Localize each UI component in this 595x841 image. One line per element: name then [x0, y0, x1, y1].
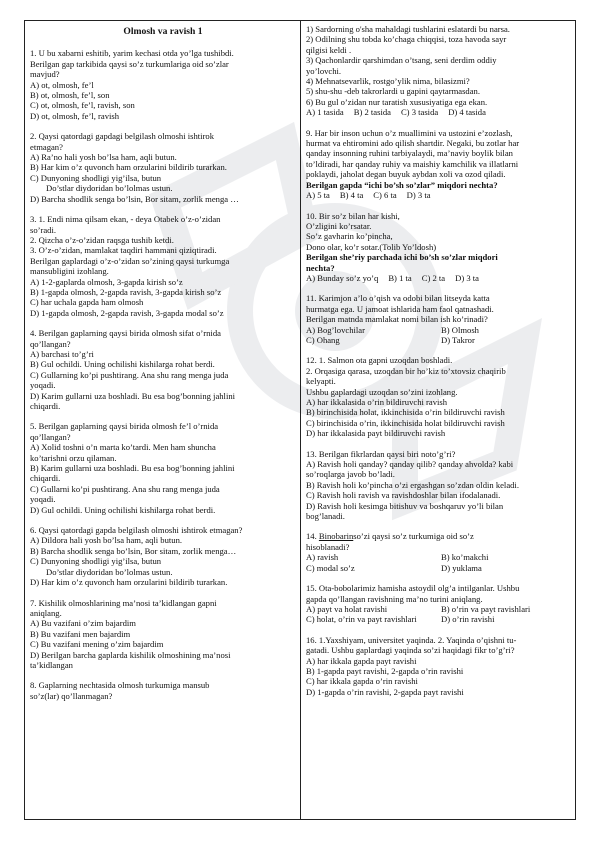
answer-option: D) Karim gullarni uza boshladi. Bu esa bog’bonning jahlini [30, 390, 236, 401]
question-stem-line: 5. Berilgan gaplarning qaysi birida olmosh fe’l o’rnida [30, 421, 219, 432]
question-stem-line: 5) shu-shu -deb takrorlardi u gapini qaytarmasdan. [306, 86, 480, 97]
answer-option: A) ravish [306, 552, 339, 563]
question-stem-line: 16. 1.Yaxshiyam, universitet yaqinda. 2. Yaqinda o’qishni tu- [306, 634, 517, 645]
answer-option: Do’stlar diydoridan bo’lolmas ustun. [46, 566, 173, 577]
left-question-6 [30, 525, 296, 587]
question-stem-line: to’ldiradi, har qanday ruhiy va maishiy kamchilik va illatlarni [306, 158, 519, 169]
right-question-2 [306, 128, 572, 201]
question-prompt-bold: Berilgan she’riy parchada ichi bo’sh so’zlar miqdori [306, 252, 498, 263]
question-stem-line: Dono olar, ko’r sotar.(Tolib Yo’ldosh) [306, 241, 437, 252]
question-stem-line: gapda qo’llangan ravishning ma’no turini aniqlang. [306, 593, 483, 604]
answer-option: D) Ravish holi kesimga bitishuv va boshqaruv yo’li bilan [306, 500, 504, 511]
answer-option: C) 3 tasida [400, 107, 439, 118]
answer-option: D) 1-gapda o’rin ravishi, 2-gapda payt ravishi [306, 686, 464, 697]
answer-option: D) Gul ochildi. Uning ochilishi kishilarga rohat berdi. [30, 504, 216, 515]
question-stem-line: 2. Qaysi qatordagi gapdagi belgilash olmoshi ishtirok [30, 131, 215, 142]
right-question-1 [306, 24, 572, 118]
question-stem-line: gatadi. Ushbu gaplardagi yaqinda so’zi haqidagi fikr to’g’ri? [306, 645, 515, 656]
answer-option: ta’kidlangan [30, 659, 73, 670]
answer-option: B) o’rin va payt ravishlari [441, 603, 531, 614]
answer-option: chiqardi. [30, 473, 61, 484]
question-stem-line: qanday insonning ruhini tarbiyalaydi, ma’naviy boylik bilan [306, 148, 513, 159]
question-stem-line: 4) Mehnatsevarlik, rostgo’ylik nima, bilasizmi? [306, 76, 470, 87]
question-stem-line: O’zligini ko’rsatar. [306, 220, 372, 231]
right-question-5 [306, 355, 572, 438]
answer-option: B) Har kim o’z quvonch ham orzularini bildirib turarkan. [30, 162, 227, 173]
question-stem-line: 15. Ota-bobolarimiz hamisha astoydil olg’a intilganlar. Ushbu [306, 583, 520, 594]
answer-options-grid [306, 552, 572, 573]
column-divider [300, 21, 301, 819]
answer-option: D) 4 tasida [448, 107, 486, 118]
question-prompt-bold: nechta? [306, 262, 335, 273]
question-stem-line: qo’llangan? [30, 338, 71, 349]
answer-option: chiqardi. [30, 401, 61, 411]
answer-options-row [306, 273, 572, 283]
answer-option: D) 3 ta [455, 272, 479, 283]
answer-option: C) modal so’z [306, 562, 355, 573]
answer-option: A) Dildora hali yosh bo’lsa ham, aqli butun. [30, 535, 183, 546]
answer-option: yoqadi. [30, 494, 56, 505]
question-stem-line: 4. Berilgan gaplarning qaysi birida olmosh sifat o’rnida [30, 328, 221, 339]
answer-option: bog’lanadi. [306, 511, 345, 522]
question-stem-line: 3) Qachonlardir qarshimdan o’tsang, seni derdim oddiy [306, 55, 497, 66]
worksheet-page [24, 20, 576, 820]
question-stem-line: qo’llangan? [30, 431, 71, 442]
answer-option: A) barchasi to’g’ri [30, 348, 94, 359]
answer-options-row [306, 107, 572, 117]
question-stem-line: hisoblanadi? [306, 541, 350, 552]
answer-option: B) 4 ta [339, 190, 364, 201]
question-stem-line: hurmat va ehtiromini ado qilish shartdir. Negaki, bu zotlar har [306, 138, 520, 149]
left-question-3 [30, 214, 296, 318]
question-stem-line: 7. Kishilik olmoshlarining ma’nosi ta’kidlangan gapni [30, 597, 217, 608]
answer-option: C) ot, olmosh, fe’l, ravish, son [30, 100, 135, 111]
answer-option: D) Har kim o’z quvonch ham orzularini bildirib turarkan. [30, 577, 228, 588]
answer-option: D) Barcha shodlik senga bo’lsin, Bor sitam, zorlik menga … [30, 193, 239, 204]
answer-option: C) Dunyoning shodligi yig’ilsa, butun [30, 172, 162, 183]
question-stem-line: Berilgan gap tarkibida qaysi so’z turkumlariga oid so’zlar [30, 58, 229, 69]
question-stem-line: 2. Qizcha o’z-o’zidan raqsga tushib ketdi. [30, 234, 174, 245]
answer-option: A) har ikkalasida o’rin bildiruvchi ravish [306, 397, 448, 407]
question-stem-line: etmagan? [30, 141, 63, 152]
answer-option: C) Gullarning ko’pi pushtirang. Ana shu rang menga juda [30, 369, 229, 380]
left-question-5 [30, 421, 296, 515]
question-stem-line: 14. Binobarinso’zi qaysi so’z turkumiga oid so’z [306, 531, 474, 542]
answer-option: B) ot, olmosh, fe’l, son [30, 90, 110, 101]
answer-option: D) 1-gapda olmosh, 2-gapda ravish, 3-gapda modal so’z [30, 307, 224, 318]
question-stem-line: poklaydi, jaholat degan buyuk aybdan xoli va ozod qiladi. [306, 169, 506, 180]
answer-option: D) yuklama [441, 562, 482, 573]
answer-option: so’roqlarga javob bo’ladi. [306, 469, 395, 480]
answer-option: D) ot, olmosh, fe’l, ravish [30, 110, 120, 121]
answer-option: C) Dunyoning shodligi yig’ilsa, butun [30, 556, 162, 567]
answer-option: B) Olmosh [441, 324, 479, 335]
question-stem-line: 13. Berilgan fikrlardan qaysi biri noto’g’ri? [306, 448, 456, 459]
answer-option: C) Bu vazifani mening o’zim bajardim [30, 639, 164, 650]
answer-option: B) Bu vazifani men bajardim [30, 628, 131, 639]
answer-option: C) Gullarni ko’pi pushtirang. Ana shu rang menga juda [30, 483, 220, 494]
answer-option: D) Takror [441, 334, 475, 345]
answer-option: A) Ravish holi qanday? qanday qilib? qanday ahvolda? kabi [306, 459, 514, 470]
question-stem-line: 12. 1. Salmon ota gapni uzoqdan boshladi. [306, 355, 453, 366]
question-stem-line: 11. Karimjon a’lo o’qish va odobi bilan litseyda katta [306, 293, 490, 304]
answer-option: B) Ravish holi ko’pincha o’zi ergashgan so’zdan oldin keladi. [306, 479, 519, 490]
answer-option: A) 5 ta [306, 190, 330, 201]
question-stem-line: So’z gavharin ko’pincha, [306, 231, 393, 242]
answer-option: A) Bu vazifani o’zim bajardim [30, 618, 136, 629]
question-stem-line: 9. Har bir inson uchun o’z muallimini va ustozini e’zozlash, [306, 127, 513, 138]
answer-option: C) 2 ta [421, 272, 446, 283]
question-stem-line: 6. Qaysi qatordagi gapda belgilash olmoshi ishtirok etmagan? [30, 525, 243, 536]
answer-option: C) har ikkala gapda o’rin ravishi [306, 676, 418, 687]
answer-option: A) Bog’lovchilar [306, 324, 365, 335]
question-stem-line: 10. Bir so’z bilan har kishi, [306, 210, 400, 221]
answer-option: D) 3 ta [406, 190, 431, 201]
question-stem-line: qilgisi keldi . [306, 44, 352, 55]
right-question-9 [306, 635, 572, 697]
right-question-6 [306, 449, 572, 522]
question-stem-line: kelyapti. [306, 376, 336, 387]
page-title: Olmosh va ravish 1 [123, 26, 203, 37]
answer-option: C) Ohang [306, 334, 340, 345]
left-question-2 [30, 131, 296, 204]
answer-option: C) holat, o’rin va payt ravishlari [306, 614, 417, 625]
question-stem-line: Ushbu gaplardagi uzoqdan so’zini izohlang. [306, 386, 458, 397]
question-stem-line: Berilgan gaplardagi o’z-o’zidan so’zining qaysi turkumga [30, 255, 230, 266]
answer-option: A) Xolid toshni o’n marta ko’tardi. Men ham shuncha [30, 442, 216, 453]
answer-option: B) birinchisida holat, ikkinchisida o’rin bildiruvchi ravish [306, 407, 505, 418]
question-stem-line: 1. U bu xabarni eshitib, yarim kechasi otda yo’lga tushibdi. [30, 48, 234, 59]
answer-option: A) 1 tasida [306, 107, 344, 118]
right-question-4 [306, 293, 572, 345]
question-stem-line: 1) Sardorning o'sha mahaldagi tushlarini eslatardi bu narsa. [306, 24, 510, 34]
left-question-4 [30, 328, 296, 411]
answer-option: B) Barcha shodlik senga bo’lsin, Bor sitam, zorlik menga… [30, 545, 237, 556]
question-stem-line: hurmatga ega. U jamoat ishlarida ham faol qatnashadi. [306, 303, 494, 314]
answer-option: yoqadi. [30, 380, 56, 391]
question-stem-line: 3. 1. Endi nima qilsam ekan, - deya Otabek o’z-o’zidan [30, 214, 221, 225]
answer-option: A) Bunday so’z yo’q [306, 272, 379, 283]
left-column [30, 24, 296, 711]
question-stem-line: 3. O’z-o’zidan, mamlakat taqdiri hammani qiziqtiradi. [30, 245, 217, 256]
question-stem-line: mavjud? [30, 69, 60, 80]
answer-options-grid [306, 604, 572, 625]
answer-option: C) har uchala gapda ham olmosh [30, 297, 144, 308]
answer-option: B) 2 tasida [353, 107, 391, 118]
question-prompt-bold: Berilgan gapda “ichi bo’sh so’zlar” miqdori nechta? [306, 179, 498, 190]
answer-option: A) ot, olmosh, fe’l [30, 79, 94, 90]
answer-option: C) Ravish holi ravish va ravishdoshlar bilan ifodalanadi. [306, 490, 501, 501]
left-question-1 [30, 48, 296, 121]
question-stem-line: 2) Odilning shu tobda ko’chaga chiqqisi, toza havoda sayr [306, 34, 507, 45]
answer-option: A) payt va holat ravishi [306, 603, 388, 614]
question-stem-line: aniqlang. [30, 607, 62, 618]
answer-option: C) 6 ta [373, 190, 397, 201]
answer-option: Do’stlar diydoridan bo’lolmas ustun. [46, 183, 173, 194]
question-stem-line: mansubligini izohlang. [30, 266, 109, 277]
left-question-7 [30, 598, 296, 671]
right-question-8 [306, 583, 572, 625]
left-question-8 [30, 680, 296, 701]
answer-option: B) 1 ta [388, 272, 412, 283]
right-question-3 [306, 211, 572, 284]
right-column [306, 24, 572, 707]
answer-option: D) Berilgan barcha gaplarda kishilik olmoshining ma’nosi [30, 649, 231, 660]
answer-option: ko’tarishni orzu qilaman. [30, 452, 117, 463]
question-stem-line: yo’lovchi. [306, 65, 342, 76]
answer-option: B) 1-gapda olmosh, 2-gapda ravish, 3-gapda kirish so’z [30, 286, 222, 297]
question-stem-line: 8. Gaplarning nechtasida olmosh turkumiga mansub [30, 680, 210, 691]
answer-option: C) birinchisida o’rin, ikkinchisida holat bildiruvchi ravish [306, 417, 505, 428]
question-stem-line: so’radi. [30, 224, 57, 235]
right-question-7 [306, 531, 572, 573]
answer-option: B) 1-gapda payt ravishi, 2-gapda o’rin ravishi [306, 665, 464, 676]
question-stem-line: Berilgan matnda mamlakat nomi bilan ish ko’rinadi? [306, 314, 488, 325]
answer-option: B) Karim gullarni uza boshladi. Bu esa bog’bonning jahlini [30, 463, 235, 474]
answer-option: A) Ra’no hali yosh bo’lsa ham, aqli butun. [30, 152, 177, 163]
answer-options-row [306, 190, 572, 200]
answer-option: B) Gul ochildi. Uning ochilishi kishilarga rohat berdi. [30, 359, 215, 370]
question-stem-line: so’z(lar) qo’llanmagan? [30, 690, 113, 701]
question-stem-line: 6) Bu gul o’zidan nur taratish xususiyatiga ega ekan. [306, 96, 488, 107]
answer-option: D) har ikkalasida payt bildiruvchi ravish [306, 428, 446, 439]
question-stem-line: 2. Orqasiga qarasa, uzoqdan bir ho’kiz to’xtovsiz chaqirib [306, 365, 506, 376]
underlined-word: Binobarin [318, 531, 354, 542]
answer-option: B) ko’makchi [441, 552, 489, 563]
answer-option: A) 1-2-gaplarda olmosh, 3-gapda kirish so’z [30, 276, 183, 287]
answer-options-grid [306, 325, 572, 346]
answer-option: D) o’rin ravishi [441, 614, 495, 625]
answer-option: A) har ikkala gapda payt ravishi [306, 655, 417, 666]
